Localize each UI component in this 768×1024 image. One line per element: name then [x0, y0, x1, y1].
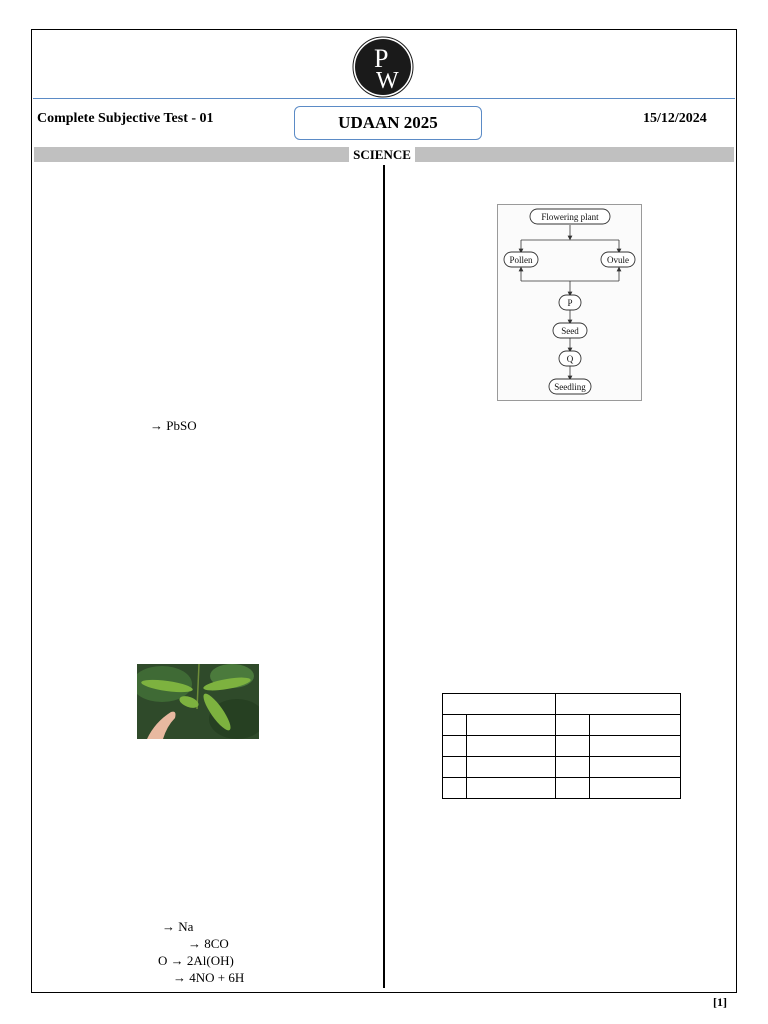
table-row: [443, 757, 681, 778]
node-ovule: Ovule: [607, 255, 629, 265]
table-cell: [467, 736, 556, 757]
table-cell: [443, 694, 556, 715]
table-cell: [590, 778, 681, 799]
table-cell: [556, 757, 590, 778]
table-cell: [467, 715, 556, 736]
test-date: 15/12/2024: [643, 111, 707, 126]
table-cell: [467, 778, 556, 799]
flowering-plant-flowchart: [497, 204, 642, 401]
logo-letter-w: W: [376, 68, 399, 94]
node-pollen: Pollen: [509, 255, 533, 265]
equation-line-4: → 4NO + 6H: [173, 970, 245, 985]
empty-table: [442, 693, 681, 799]
equation-line-3: O → 2Al(OH): [158, 953, 234, 968]
table-cell: [443, 757, 467, 778]
table-cell: [590, 757, 681, 778]
table-row: [443, 715, 681, 736]
table-row: [443, 694, 681, 715]
table-cell: [556, 736, 590, 757]
batch-name: UDAAN 2025: [294, 106, 482, 140]
header-rule: [33, 98, 735, 99]
plant-leaf-photo: [137, 664, 259, 739]
page-number: [1]: [713, 995, 727, 1009]
node-q: Q: [566, 354, 574, 364]
table-cell: [556, 778, 590, 799]
table-cell: [556, 715, 590, 736]
table-cell: [443, 778, 467, 799]
node-flowering-plant: Flowering plant: [541, 212, 599, 222]
table-row: [443, 778, 681, 799]
logo-letter-p: P: [374, 44, 389, 73]
subject-label: SCIENCE: [349, 147, 415, 162]
equation-line-2: → 8CO: [188, 936, 229, 951]
test-title: Complete Subjective Test - 01: [37, 111, 214, 126]
table-cell: [590, 715, 681, 736]
node-seedling: Seedling: [554, 382, 586, 392]
node-seed: Seed: [561, 326, 579, 336]
equation-line-1: → Na: [162, 919, 194, 934]
node-p: P: [567, 298, 573, 308]
pw-logo: [352, 36, 414, 98]
table-cell: [590, 736, 681, 757]
table-cell: [556, 694, 681, 715]
column-divider: [383, 165, 385, 988]
table-row: [443, 736, 681, 757]
table-cell: [467, 757, 556, 778]
reaction-fragment: → PbSO: [150, 418, 197, 433]
table-cell: [443, 715, 467, 736]
table-cell: [443, 736, 467, 757]
